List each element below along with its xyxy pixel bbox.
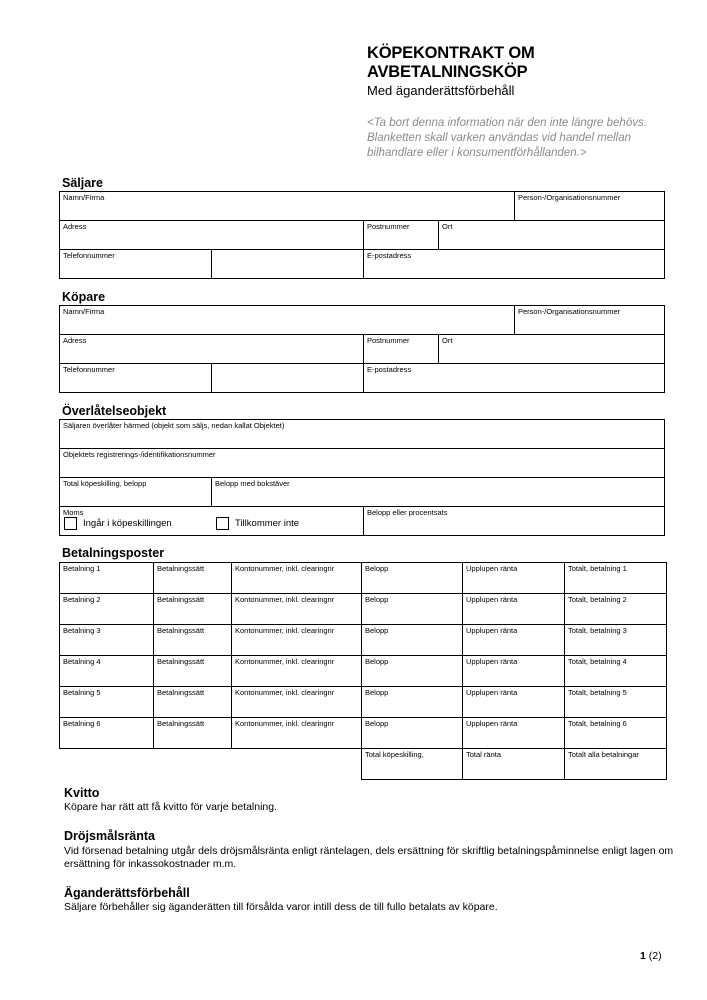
payment-amount-cell[interactable]: Belopp: [362, 625, 463, 656]
payment-amount-cell[interactable]: Belopp: [362, 563, 463, 594]
total-price-sum-cell[interactable]: Total köpeskilling,: [362, 749, 463, 780]
receipt-heading: Kvitto: [64, 786, 100, 800]
buyer-postnr-field[interactable]: [363, 335, 438, 363]
vat-amount-field[interactable]: [363, 507, 665, 535]
seller-ort-field[interactable]: [438, 221, 665, 249]
field-label: Ort: [442, 336, 453, 345]
vat-excluded-checkbox[interactable]: [216, 517, 229, 530]
payment-account-cell[interactable]: Kontonummer, inkl. clearingnr: [232, 625, 362, 656]
buyer-name-field[interactable]: [59, 306, 514, 334]
payment-total-cell[interactable]: Totalt, betalning 3: [565, 625, 667, 656]
payment-interest-cell[interactable]: Upplupen ränta: [463, 625, 565, 656]
payment-row: [60, 625, 667, 656]
field-label: Total köpeskilling, belopp: [63, 479, 147, 488]
field-label: Objektets registrerings-/identifikationsnummer: [63, 450, 216, 459]
payment-method-cell[interactable]: Betalningssätt: [154, 718, 232, 749]
payment-label-cell[interactable]: Betalning 6: [60, 718, 154, 749]
field-label: Telefonnummer: [63, 365, 115, 374]
seller-name-field[interactable]: [59, 192, 514, 220]
seller-phone-value[interactable]: [211, 250, 363, 278]
empty-cell: [232, 749, 362, 780]
payment-account-cell[interactable]: Kontonummer, inkl. clearingnr: [232, 687, 362, 718]
payment-account-cell[interactable]: Kontonummer, inkl. clearingnr: [232, 594, 362, 625]
payment-total-cell[interactable]: Totalt, betalning 6: [565, 718, 667, 749]
field-label: Person-/Organisationsnummer: [518, 193, 621, 202]
page-total: (2): [648, 950, 662, 962]
title-line-2: AVBETALNINGSKÖP: [367, 63, 528, 81]
seller-email-field[interactable]: [363, 250, 665, 278]
seller-table: [59, 191, 665, 279]
buyer-email-field[interactable]: [363, 364, 665, 392]
payment-interest-cell[interactable]: Upplupen ränta: [463, 687, 565, 718]
payments-heading: Betalningsposter: [62, 546, 165, 560]
payment-row: [60, 594, 667, 625]
payment-label-cell[interactable]: Betalning 5: [60, 687, 154, 718]
field-label: Säljaren överlåter härmed (objekt som säljs, nedan kallat Objektet): [63, 421, 285, 430]
payment-row: [60, 563, 667, 594]
payment-interest-cell[interactable]: Upplupen ränta: [463, 718, 565, 749]
payment-label-cell[interactable]: Betalning 1: [60, 563, 154, 594]
payment-account-cell[interactable]: Kontonummer, inkl. clearingnr: [232, 563, 362, 594]
instruction-note: <Ta bort denna information när den inte längre behövs. Blanketten skall varken användas vid handel mellan bilhandlare eller i konsumentförhållanden.>: [367, 117, 647, 159]
total-price-field[interactable]: [59, 478, 211, 506]
payment-method-cell[interactable]: Betalningssätt: [154, 656, 232, 687]
payment-account-cell[interactable]: Kontonummer, inkl. clearingnr: [232, 718, 362, 749]
payment-method-cell[interactable]: Betalningssätt: [154, 625, 232, 656]
payment-method-cell[interactable]: Betalningssätt: [154, 594, 232, 625]
vat-excluded-option[interactable]: [216, 517, 299, 530]
payment-total-cell[interactable]: Totalt, betalning 1: [565, 563, 667, 594]
page-current: 1: [640, 950, 646, 962]
receipt-text: Köpare har rätt att få kvitto för varje betalning.: [64, 801, 278, 813]
payment-label-cell[interactable]: Betalning 2: [60, 594, 154, 625]
field-label: Namn/Firma: [63, 193, 105, 202]
payment-amount-cell[interactable]: Belopp: [362, 687, 463, 718]
seller-orgnr-field[interactable]: [514, 192, 665, 220]
late-interest-heading: Dröjsmålsränta: [64, 829, 156, 843]
field-label: Ort: [442, 222, 453, 231]
payment-total-cell[interactable]: Totalt, betalning 4: [565, 656, 667, 687]
payment-interest-cell[interactable]: Upplupen ränta: [463, 563, 565, 594]
payments-table: [59, 562, 667, 780]
payment-method-cell[interactable]: Betalningssätt: [154, 563, 232, 594]
payment-row: [60, 718, 667, 749]
field-label: Person-/Organisationsnummer: [518, 307, 621, 316]
vat-included-checkbox[interactable]: [64, 517, 77, 530]
field-label: Telefonnummer: [63, 251, 115, 260]
retention-heading: Äganderättsförbehåll: [64, 886, 190, 900]
option-label: Ingår i köpeskillingen: [83, 518, 172, 530]
field-label: Belopp med bokstäver: [215, 479, 290, 488]
document-title: [367, 44, 535, 82]
payment-total-cell[interactable]: Totalt, betalning 5: [565, 687, 667, 718]
option-label: Tillkommer inte: [235, 518, 300, 530]
object-description-field[interactable]: [59, 420, 665, 448]
payment-label-cell[interactable]: Betalning 3: [60, 625, 154, 656]
field-label: Adress: [63, 336, 87, 345]
late-interest-text: Vid försenad betalning utgår dels dröjsmålsränta enligt räntelagen, dels ersättning för skriftlig betalningspåminnelse enligt lagen om ersättning för inkassokostnader m.m.: [64, 845, 674, 870]
seller-postnr-field[interactable]: [363, 221, 438, 249]
buyer-ort-field[interactable]: [438, 335, 665, 363]
field-label: Belopp eller procentsats: [367, 508, 448, 517]
payment-total-cell[interactable]: Totalt, betalning 2: [565, 594, 667, 625]
seller-address-field[interactable]: [59, 221, 363, 249]
price-in-letters-field[interactable]: [211, 478, 665, 506]
title-line-1: KÖPEKONTRAKT OM: [367, 44, 535, 62]
field-label: E-postadress: [367, 365, 412, 374]
buyer-heading: Köpare: [62, 290, 106, 304]
payment-amount-cell[interactable]: Belopp: [362, 656, 463, 687]
buyer-table: [59, 305, 665, 393]
field-label: Moms: [63, 508, 84, 517]
page-number: [640, 950, 662, 962]
object-heading: Överlåtelseobjekt: [62, 404, 167, 418]
object-regnr-field[interactable]: [59, 449, 665, 477]
field-label: E-postadress: [367, 251, 412, 260]
payment-amount-cell[interactable]: Belopp: [362, 594, 463, 625]
seller-phone-field[interactable]: [59, 250, 211, 278]
field-label: Postnummer: [367, 222, 410, 231]
payment-totals-row: [60, 749, 667, 780]
field-label: Adress: [63, 222, 87, 231]
seller-heading: Säljare: [62, 176, 104, 190]
payment-interest-cell[interactable]: Upplupen ränta: [463, 656, 565, 687]
field-label: Postnummer: [367, 336, 410, 345]
buyer-phone-field[interactable]: [59, 364, 211, 392]
payment-amount-cell[interactable]: Belopp: [362, 718, 463, 749]
payment-row: [60, 687, 667, 718]
document-subtitle: Med äganderättsförbehåll: [367, 83, 515, 98]
empty-cell: [154, 749, 232, 780]
payment-method-cell[interactable]: Betalningssätt: [154, 687, 232, 718]
vat-included-option[interactable]: [64, 517, 172, 530]
field-label: Namn/Firma: [63, 307, 105, 316]
payment-row: [60, 656, 667, 687]
empty-cell: [60, 749, 154, 780]
buyer-address-field[interactable]: [59, 335, 363, 363]
payment-account-cell[interactable]: Kontonummer, inkl. clearingnr: [232, 656, 362, 687]
total-all-payments-cell[interactable]: Totalt alla betalningar: [565, 749, 667, 780]
payment-label-cell[interactable]: Betalning 4: [60, 656, 154, 687]
buyer-phone-value[interactable]: [211, 364, 363, 392]
retention-text: Säljare förbehåller sig äganderätten till försålda varor intill dess de till fullo betalats av köpare.: [64, 901, 498, 913]
payment-interest-cell[interactable]: Upplupen ränta: [463, 594, 565, 625]
buyer-orgnr-field[interactable]: [514, 306, 665, 334]
total-interest-sum-cell[interactable]: Total ränta: [463, 749, 565, 780]
